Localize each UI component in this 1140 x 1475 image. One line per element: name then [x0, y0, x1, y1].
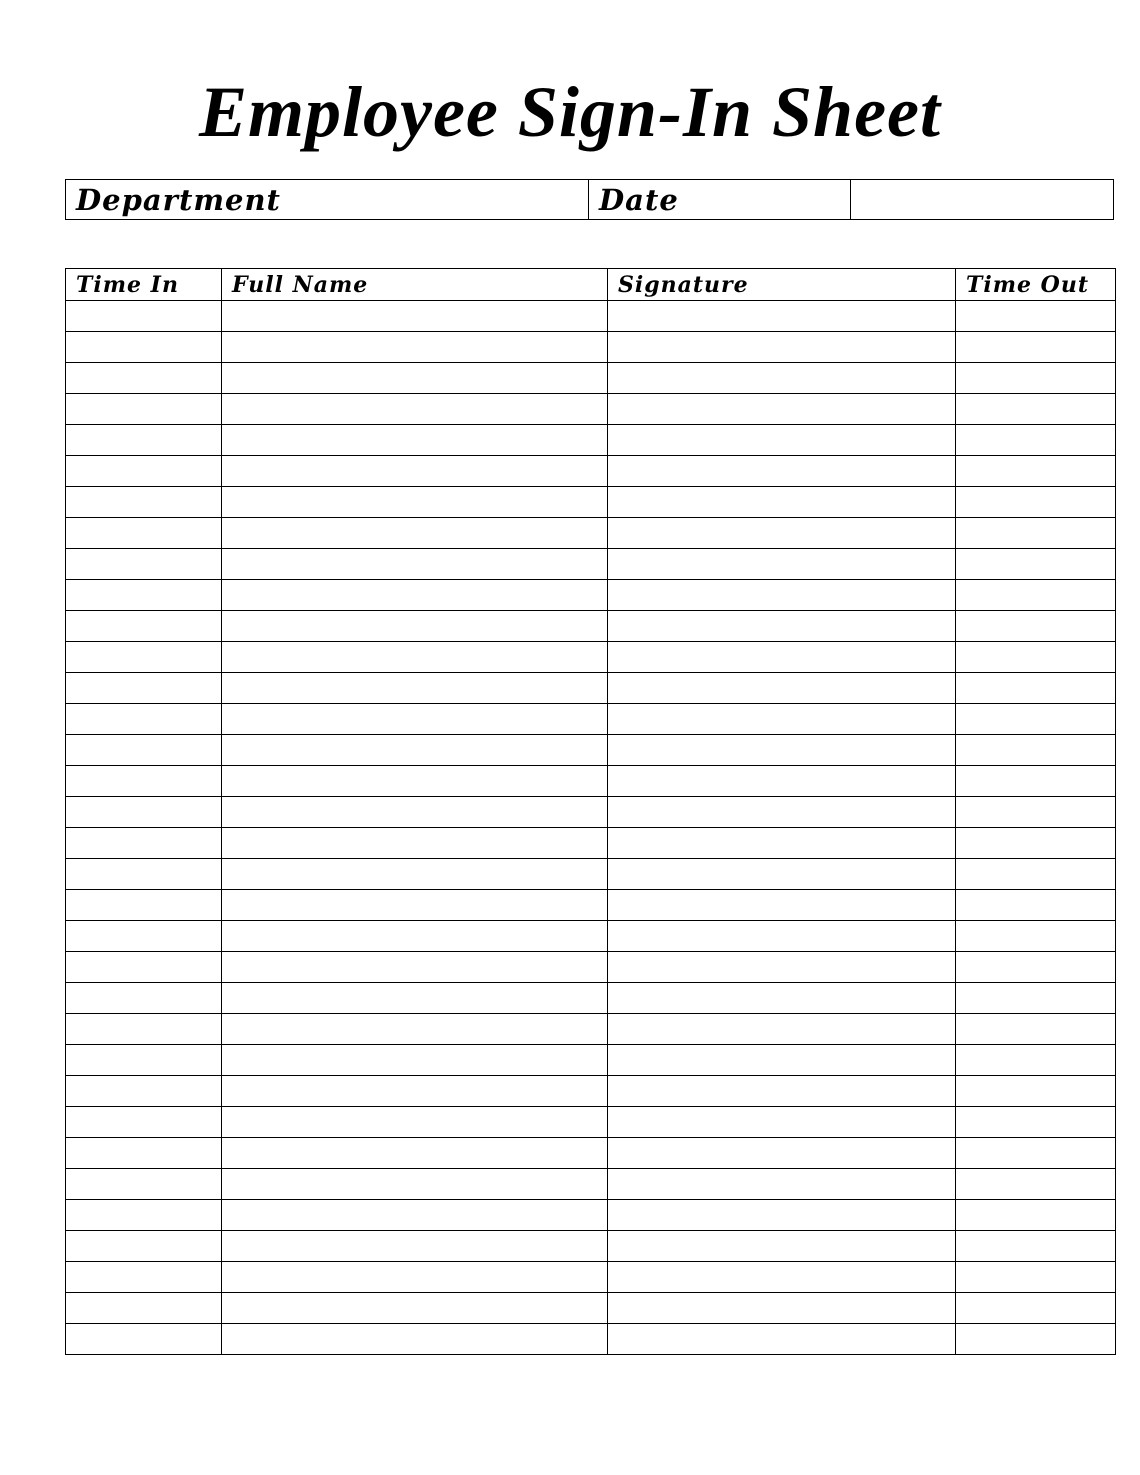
table-row [66, 859, 1116, 890]
signature-cell[interactable] [608, 1324, 956, 1355]
full-name-cell[interactable] [222, 1014, 608, 1045]
time-in-cell[interactable] [66, 1076, 222, 1107]
time-in-cell[interactable] [66, 425, 222, 456]
full-name-cell[interactable] [222, 580, 608, 611]
table-row [66, 952, 1116, 983]
time-out-cell[interactable] [956, 1169, 1116, 1200]
signature-cell[interactable] [608, 1231, 956, 1262]
table-row [66, 921, 1116, 952]
time-in-cell[interactable] [66, 1169, 222, 1200]
signature-cell[interactable] [608, 363, 956, 394]
time-out-cell[interactable] [956, 611, 1116, 642]
signature-cell[interactable] [608, 859, 956, 890]
time-in-cell[interactable] [66, 518, 222, 549]
time-in-cell[interactable] [66, 1262, 222, 1293]
signature-cell[interactable] [608, 952, 956, 983]
table-row [66, 704, 1116, 735]
time-out-cell[interactable] [956, 1293, 1116, 1324]
info-row [66, 180, 1114, 220]
time-out-cell[interactable] [956, 983, 1116, 1014]
signature-cell[interactable] [608, 828, 956, 859]
time-in-cell[interactable] [66, 456, 222, 487]
time-in-cell[interactable] [66, 1324, 222, 1355]
table-row [66, 983, 1116, 1014]
column-header-time-in: Time In [66, 269, 222, 301]
signature-cell[interactable] [608, 518, 956, 549]
full-name-cell[interactable] [222, 549, 608, 580]
time-out-cell[interactable] [956, 952, 1116, 983]
signature-cell[interactable] [608, 1262, 956, 1293]
info-table [65, 179, 1114, 220]
signature-cell[interactable] [608, 1169, 956, 1200]
time-in-cell[interactable] [66, 952, 222, 983]
signature-cell[interactable] [608, 1076, 956, 1107]
time-out-cell[interactable] [956, 518, 1116, 549]
time-in-cell[interactable] [66, 983, 222, 1014]
signature-cell[interactable] [608, 1138, 956, 1169]
time-in-cell[interactable] [66, 611, 222, 642]
time-in-cell[interactable] [66, 332, 222, 363]
time-in-cell[interactable] [66, 921, 222, 952]
full-name-cell[interactable] [222, 363, 608, 394]
full-name-cell[interactable] [222, 425, 608, 456]
time-in-cell[interactable] [66, 642, 222, 673]
time-out-cell[interactable] [956, 704, 1116, 735]
full-name-cell[interactable] [222, 1169, 608, 1200]
table-row [66, 1138, 1116, 1169]
time-out-cell[interactable] [956, 1324, 1116, 1355]
time-in-cell[interactable] [66, 363, 222, 394]
time-in-cell[interactable] [66, 394, 222, 425]
signature-cell[interactable] [608, 1045, 956, 1076]
signature-cell[interactable] [608, 549, 956, 580]
full-name-cell[interactable] [222, 890, 608, 921]
table-row [66, 766, 1116, 797]
table-row [66, 1107, 1116, 1138]
signature-cell[interactable] [608, 487, 956, 518]
table-row [66, 1262, 1116, 1293]
full-name-cell[interactable] [222, 487, 608, 518]
time-in-cell[interactable] [66, 580, 222, 611]
date-label: Date [589, 180, 851, 220]
time-out-cell[interactable] [956, 1045, 1116, 1076]
table-row [66, 797, 1116, 828]
table-row [66, 425, 1116, 456]
signature-cell[interactable] [608, 580, 956, 611]
full-name-cell[interactable] [222, 611, 608, 642]
time-out-cell[interactable] [956, 301, 1116, 332]
time-in-cell[interactable] [66, 1200, 222, 1231]
signature-cell[interactable] [608, 1293, 956, 1324]
full-name-cell[interactable] [222, 735, 608, 766]
full-name-cell[interactable] [222, 394, 608, 425]
time-out-cell[interactable] [956, 1231, 1116, 1262]
time-out-cell[interactable] [956, 890, 1116, 921]
time-out-cell[interactable] [956, 487, 1116, 518]
time-out-cell[interactable] [956, 1200, 1116, 1231]
table-row [66, 828, 1116, 859]
date-field[interactable] [851, 180, 1114, 220]
full-name-cell[interactable] [222, 673, 608, 704]
table-row [66, 301, 1116, 332]
time-out-cell[interactable] [956, 797, 1116, 828]
time-in-cell[interactable] [66, 1293, 222, 1324]
signature-cell[interactable] [608, 797, 956, 828]
table-row [66, 1324, 1116, 1355]
column-header-signature: Signature [608, 269, 956, 301]
column-header-time-out: Time Out [956, 269, 1116, 301]
time-out-cell[interactable] [956, 642, 1116, 673]
column-header-full-name: Full Name [222, 269, 608, 301]
full-name-cell[interactable] [222, 1138, 608, 1169]
time-out-cell[interactable] [956, 1138, 1116, 1169]
sign-in-table [65, 268, 1116, 1355]
full-name-cell[interactable] [222, 301, 608, 332]
signature-cell[interactable] [608, 1107, 956, 1138]
signature-cell[interactable] [608, 766, 956, 797]
table-row [66, 1169, 1116, 1200]
sign-in-rows [66, 301, 1116, 1355]
time-in-cell[interactable] [66, 1045, 222, 1076]
table-row [66, 642, 1116, 673]
time-out-cell[interactable] [956, 456, 1116, 487]
signature-cell[interactable] [608, 456, 956, 487]
signature-cell[interactable] [608, 1200, 956, 1231]
table-row [66, 518, 1116, 549]
time-in-cell[interactable] [66, 1107, 222, 1138]
full-name-cell[interactable] [222, 456, 608, 487]
time-out-cell[interactable] [956, 921, 1116, 952]
full-name-cell[interactable] [222, 1076, 608, 1107]
signature-cell[interactable] [608, 394, 956, 425]
full-name-cell[interactable] [222, 704, 608, 735]
time-out-cell[interactable] [956, 1014, 1116, 1045]
header-row [66, 269, 1116, 301]
full-name-cell[interactable] [222, 1231, 608, 1262]
time-in-cell[interactable] [66, 735, 222, 766]
full-name-cell[interactable] [222, 642, 608, 673]
page-title: Employee Sign-In Sheet [198, 72, 942, 152]
time-in-cell[interactable] [66, 673, 222, 704]
full-name-cell[interactable] [222, 1045, 608, 1076]
full-name-cell[interactable] [222, 952, 608, 983]
time-out-cell[interactable] [956, 580, 1116, 611]
time-out-cell[interactable] [956, 735, 1116, 766]
time-in-cell[interactable] [66, 704, 222, 735]
time-in-cell[interactable] [66, 1014, 222, 1045]
full-name-cell[interactable] [222, 766, 608, 797]
time-out-cell[interactable] [956, 549, 1116, 580]
table-row [66, 363, 1116, 394]
time-in-cell[interactable] [66, 859, 222, 890]
signature-cell[interactable] [608, 1014, 956, 1045]
time-out-cell[interactable] [956, 828, 1116, 859]
time-out-cell[interactable] [956, 673, 1116, 704]
table-row [66, 1293, 1116, 1324]
table-row [66, 890, 1116, 921]
signature-cell[interactable] [608, 921, 956, 952]
table-row [66, 580, 1116, 611]
time-in-cell[interactable] [66, 766, 222, 797]
table-row [66, 673, 1116, 704]
time-in-cell[interactable] [66, 1231, 222, 1262]
time-out-cell[interactable] [956, 859, 1116, 890]
department-label: Department [66, 180, 589, 220]
time-in-cell[interactable] [66, 890, 222, 921]
table-row [66, 1045, 1116, 1076]
table-row [66, 332, 1116, 363]
time-out-cell[interactable] [956, 1262, 1116, 1293]
time-out-cell[interactable] [956, 1107, 1116, 1138]
table-row [66, 611, 1116, 642]
time-out-cell[interactable] [956, 394, 1116, 425]
table-row [66, 1014, 1116, 1045]
full-name-cell[interactable] [222, 828, 608, 859]
full-name-cell[interactable] [222, 332, 608, 363]
signature-cell[interactable] [608, 704, 956, 735]
signature-cell[interactable] [608, 611, 956, 642]
time-out-cell[interactable] [956, 425, 1116, 456]
signature-cell[interactable] [608, 332, 956, 363]
time-in-cell[interactable] [66, 797, 222, 828]
time-in-cell[interactable] [66, 549, 222, 580]
time-out-cell[interactable] [956, 766, 1116, 797]
table-row [66, 456, 1116, 487]
table-row [66, 735, 1116, 766]
table-row [66, 1231, 1116, 1262]
time-in-cell[interactable] [66, 1138, 222, 1169]
full-name-cell[interactable] [222, 1200, 608, 1231]
full-name-cell[interactable] [222, 1324, 608, 1355]
table-row [66, 487, 1116, 518]
time-out-cell[interactable] [956, 332, 1116, 363]
signature-cell[interactable] [608, 983, 956, 1014]
full-name-cell[interactable] [222, 1293, 608, 1324]
table-row [66, 1076, 1116, 1107]
signature-cell[interactable] [608, 301, 956, 332]
signature-cell[interactable] [608, 673, 956, 704]
signature-cell[interactable] [608, 642, 956, 673]
time-in-cell[interactable] [66, 301, 222, 332]
time-in-cell[interactable] [66, 828, 222, 859]
time-out-cell[interactable] [956, 363, 1116, 394]
table-row [66, 394, 1116, 425]
table-row [66, 549, 1116, 580]
full-name-cell[interactable] [222, 1107, 608, 1138]
full-name-cell[interactable] [222, 797, 608, 828]
signature-cell[interactable] [608, 425, 956, 456]
time-in-cell[interactable] [66, 487, 222, 518]
full-name-cell[interactable] [222, 859, 608, 890]
full-name-cell[interactable] [222, 921, 608, 952]
signature-cell[interactable] [608, 890, 956, 921]
full-name-cell[interactable] [222, 1262, 608, 1293]
table-row [66, 1200, 1116, 1231]
signature-cell[interactable] [608, 735, 956, 766]
time-out-cell[interactable] [956, 1076, 1116, 1107]
full-name-cell[interactable] [222, 983, 608, 1014]
full-name-cell[interactable] [222, 518, 608, 549]
